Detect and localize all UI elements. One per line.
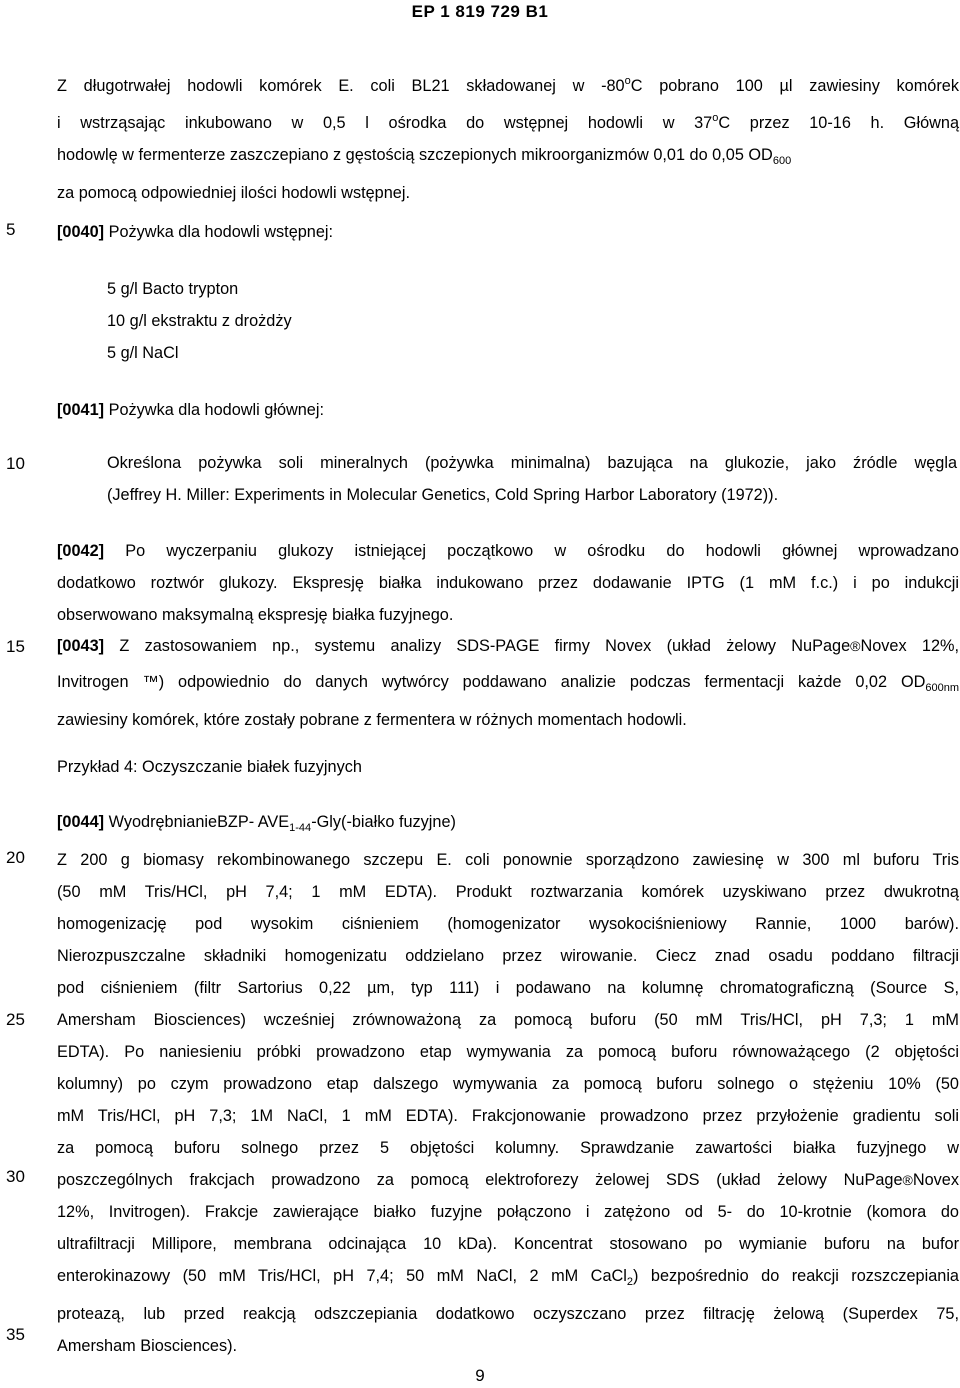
page-number: 9 [475,1366,485,1385]
paragraph-0040: [0040] Pożywka dla hodowli wstępnej: [57,223,334,241]
example-4-heading: Przykład 4: Oczyszczanie białek fuzyjnych [57,758,362,776]
line-number-10: 10 [6,454,25,473]
document-number-header: EP 1 819 729 B1 [411,2,549,21]
list-item: 5 g/l NaCl [107,344,179,362]
line-number-30: 30 [6,1167,25,1186]
paragraph-number: [0042] [57,542,105,560]
line-number-15: 15 [6,637,25,656]
paragraph-number: [0040] [57,223,105,241]
line-number-25: 25 [6,1010,25,1029]
list-item: 10 g/l ekstraktu z drożdży [107,312,292,330]
paragraph-0042: [0042] Po wyczerpaniu glukozy istniejącej początkowo w ośrodku do hodowli głównej wprowadzano dodatkowo roztwór glukozy. Ekspresję białka indukowano przez dodawanie IPTG (1 mM f.c.) i po indukcji obserwowano maksymalną ekspresję białka fuzyjnego. [57,542,959,624]
trademark-symbol: ™ [142,673,159,691]
intro-line-4: za pomocą odpowiedniej ilości hodowli wstępnej. [57,184,410,202]
paragraph-number: [0041] [57,401,105,419]
list-item: 5 g/l Bacto trypton [107,280,239,298]
intro-line-3: hodowlę w fermenterze zaszczepiano z gęstością szczepionych mikroorganizmów 0,01 do 0,05 $OD_{600}$ [57,146,792,167]
intro-line-2: i wstrząsając inkubowano w 0,5 l ośrodka do wstępnej hodowli w 37$^o$C przez 10-16 h. Główną [57,112,960,132]
line-number-20: 20 [6,848,25,867]
paragraph-0041: [0041] Pożywka dla hodowli głównej: [57,401,325,419]
registered-symbol: ® [850,638,861,654]
registered-symbol: ® [902,1172,913,1188]
paragraph-0044: [0044] WyodrębnianieBZP- $AVE_{1-44}-Gly$(-białko fuzyjne) Z 200 g biomasy rekombinowanego szczepu E. coli ponownie sporządzono zawiesinę w 300 ml buforu Tris (50 mM Tris/HCl, pH 7,4; 1 mM EDTA). Produkt roztwarzania komórek uzyskiwano przez dwukrotną homogenizację pod wysokim ciśnieniem (homogenizator wysokociśnieniowy Rannie, 1000 barów). Nierozpuszczalne składniki homogenizatu oddzielano przez wirowanie. Ciecz znad osadu poddano filtracji pod ciśnieniem (filtr Sartorius 0,22 µm, typ 111) i podawano na kolumnę chromatograficzną (Source S, Amersham Biosciences) wcześniej zrównoważoną za pomocą buforu (50 mM Tris/HCl, pH 7,3; 1 mM EDTA). Po naniesieniu próbki prowadzono etap wymywania za pomocą buforu równoważącego (2 objętości kolumny) po czym prowadzono etap dalszego wymywania za pomocą buforu solnego o stężeniu 10% (50 mM Tris/HCl, pH 7,3; 1M NaCl, 1 mM EDTA). Frakcjonowanie prowadzono przez przyłożenie gradientu soli za pomocą buforu solnego przez 5 objętości kolumny. Sprawdzanie zawartości białka fuzyjnego w poszczególnych frakcjach prowadzono za pomocą elektroforezy żelowej SDS (układ żelowy NuPage®Novex 12%, Invitrogen). Frakcje zawierające białko fuzyjne połączono i zatężono od 5- do 10-krotnie (komora do ultrafiltracji Millipore, membrana odcinająca 10 kDa). Koncentrat stosowano po wymianie buforu na bufor enterokinazowy (50 mM Tris/HCl, pH 7,4; 50 mM NaCl, 2 mM CaCl$_2$) bezpośrednio do reakcji rozszczepiania proteazą, lub przed reakcją odszczepiania dodatkowo oczyszczano przez filtrację żelową (Superdex 75, Amersham Biosciences). [57,813,959,1355]
paragraph-number: [0043] [57,637,105,655]
line-number-35: 35 [6,1325,25,1344]
line-number-5: 5 [6,220,16,239]
paragraph-number: [0044] [57,813,105,831]
main-medium-description: Określona pożywka soli mineralnych (pożywka minimalna) bazująca na glukozie, jako źródle węgla (Jeffrey H. Miller: Experiments in Molecular Genetics, Cold Spring Harbor Laboratory (1972)). [107,454,957,504]
intro-paragraph [57,65,959,209]
paragraph-0043: [0043] Z zastosowaniem np., systemu analizy SDS-PAGE firmy Novex (układ żelowy NuPage®Novex 12%, Invitrogen ™) odpowiednio do danych wytwórcy poddawano analizie podczas fermentacji każde 0,02 $OD_{600nm}$ zawiesiny komórek, które zostały pobrane z fermentera w różnych momentach hodowli. [57,637,960,729]
intro-line-1: Z długotrwałej hodowli komórek E. coli BL21 składowanej w -80$^o$C pobrano 100 µl zawiesiny komórek [57,75,959,95]
pre-culture-media-list [107,273,292,369]
